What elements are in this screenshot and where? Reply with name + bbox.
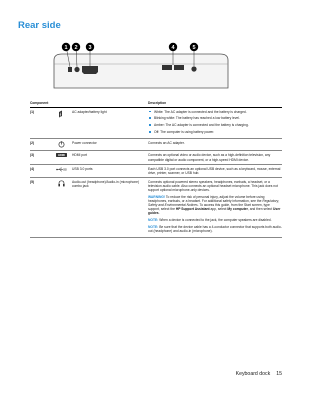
component-name: Power connector <box>72 141 97 146</box>
page-title: Rear side <box>18 20 61 31</box>
hdmi-port-shape <box>82 66 98 74</box>
callout-4 <box>169 43 177 51</box>
svg-text:4: 4 <box>171 45 175 51</box>
svg-text:5: 5 <box>192 45 196 51</box>
component-description: Connects optional powered stereo speakers, headphones, earbuds, a headset, or a television audio cable. Also connects an optional headset microphone. This jack does not support optional microphone-only devices. <box>148 179 278 193</box>
table-row <box>30 165 282 178</box>
note-label: NOTE: <box>148 217 159 222</box>
hdmi-icon <box>55 153 67 161</box>
power-connector-shape <box>74 67 79 72</box>
footer-section: Keyboard dock <box>235 371 271 377</box>
list-item: White: The AC adapter is connected and the battery is charged. <box>148 110 282 114</box>
row-number: (4) <box>30 166 35 171</box>
battery-light-shape <box>68 67 72 72</box>
component-name: AC adapter/battery light <box>72 109 107 114</box>
table-row <box>30 151 282 164</box>
svg-text:3: 3 <box>88 45 92 51</box>
svg-text:2: 2 <box>74 45 78 51</box>
dock-body <box>54 54 228 88</box>
svg-text:SS: SS <box>62 168 67 172</box>
svg-text:HDMI: HDMI <box>57 154 65 158</box>
power-connector-icon <box>55 141 67 148</box>
description-header: Description <box>148 101 167 105</box>
audio-jack-shape <box>191 66 196 71</box>
component-description: Connects an optional video or audio device, such as a high-definition television, any compatible digital or audio component, or a high-speed HDMI device. <box>148 153 271 162</box>
guide-reference: Regulatory, Safety and Environmental Notices <box>148 198 279 207</box>
component-name: Audio-out (headphone)/Audio-in (microphone) combo jack <box>72 179 140 188</box>
table-header <box>30 101 282 108</box>
component-description: Each USB 3.0 port connects an optional USB device, such as a keyboard, mouse, external drive, printer, scanner, or USB hub. <box>148 166 281 175</box>
row-number: (2) <box>30 141 35 146</box>
note-paragraph: NOTE: Be sure that the device cable has a 4-conductor connector that supports both audio-out (headphone) and audio-in (microphone). <box>148 224 282 233</box>
warning-label: WARNING! <box>148 194 166 199</box>
list-item: Amber: The AC adapter is connected and the battery is charging. <box>148 123 282 127</box>
headphone-icon <box>55 180 67 236</box>
component-description: Connects an AC adapter. <box>148 141 185 146</box>
note-paragraph: NOTE: When a device is connected to the jack, the computer speakers are disabled. <box>148 217 272 222</box>
usb-port-2-shape <box>174 65 184 70</box>
callout-3 <box>86 43 94 51</box>
component-header: Component <box>30 101 49 105</box>
usb3-icon <box>55 167 67 175</box>
note-label: NOTE: <box>148 224 159 229</box>
table-row <box>30 178 282 239</box>
callout-1 <box>62 43 70 51</box>
table-row <box>30 139 282 151</box>
list-item: Blinking white: The battery has reached a low battery level. <box>148 116 282 120</box>
page-number: 15 <box>276 371 282 377</box>
page-footer <box>236 371 282 377</box>
row-number: (1) <box>30 109 35 114</box>
status-list <box>148 110 282 134</box>
table-row <box>30 108 282 140</box>
svg-text:1: 1 <box>64 45 68 51</box>
warning-paragraph: WARNING! To reduce the risk of personal injury, adjust the volume before using headphones, earbuds, or a headset. For additional safety information, see the Regulatory, Safety and Environmental Notices. To access this guide, from the Start screen, type support, select the HP Support Assistant app, select My computer, and then select User guides. <box>148 194 281 216</box>
usb-port-1-shape <box>162 65 172 70</box>
component-table <box>30 101 282 238</box>
row-number: (3) <box>30 153 35 158</box>
callout-5 <box>190 43 198 51</box>
component-name: USB 3.0 ports <box>72 166 93 171</box>
list-item: Off: The computer is using battery power. <box>148 130 282 134</box>
battery-light-icon <box>55 110 67 137</box>
component-name: HDMI port <box>72 153 88 158</box>
callout-2 <box>72 43 80 51</box>
row-number: (5) <box>30 179 35 184</box>
rear-side-diagram <box>52 42 230 92</box>
